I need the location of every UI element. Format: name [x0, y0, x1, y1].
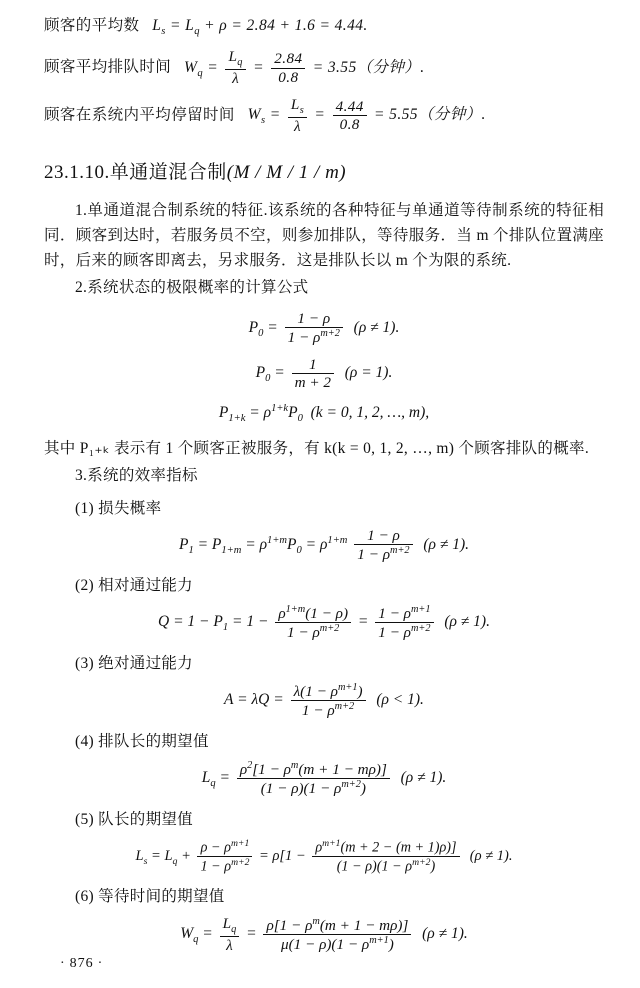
page-marker-right: · [97, 956, 104, 971]
avg-customers-formula: $L_s = L_q + \rho = 2.84 + 1.6 = 4.44$. [152, 17, 368, 38]
subitem-4-title [44, 729, 604, 751]
page-number-value: 876 [69, 956, 94, 971]
item1-text: 该系统的各种特征与单通道等待制系统的特征相同．顾客到达时，若服务员不空，则参加排队，等待服务．当 m 个排队位置满座时，后来的顾客即离去，另求服务．这是排队长以 m 个为限的系统. [44, 202, 604, 270]
subitem-4-text: 排队长的期望值 [98, 732, 209, 750]
item1-paragraph [44, 198, 604, 273]
equation-p0-rho-ne-1: $P_0$ = $\frac{1 - \rho}{1 - \rho^{m+2}}$ (ρ ≠ 1). [248, 309, 400, 347]
equation-p-1-plus-k: $P_{1+k} = \rho^{1+k}P_0$ (k = 0, 1, 2, …, m), [218, 402, 430, 424]
avg-customers-label: 顾客的平均数 [44, 17, 140, 34]
subitem-4-num: (4) [75, 732, 94, 750]
page-number [56, 956, 107, 972]
subitem-5-num: (5) [75, 810, 94, 828]
subitem-2-num: (2) [75, 576, 94, 594]
subitem-3-title [44, 651, 604, 673]
subitem-3-text: 绝对通过能力 [98, 654, 193, 672]
subitem-5-text: 队长的期望值 [98, 810, 193, 828]
subitem-3-num: (3) [75, 654, 94, 672]
equation-expected-queue-length: $L_q$ = $\frac{\rho^2[1 - \rho^m(m + 1 - m\rho)]}{(1 - \rho)(1 - \rho^{m+2})}$ (ρ ≠ 1). [201, 759, 447, 798]
item2-note: 其中 P₁₊ₖ 表示有 1 个顾客正被服务，有 k(k = 0, 1, 2, …, m) 个顾客排队的概率. [44, 439, 590, 457]
subitem-1-num: (1) [75, 499, 94, 517]
section-heading [44, 157, 604, 184]
item1-label: 1.单通道混合制系统的特征. [75, 202, 268, 220]
equation-expected-waiting-time: $W_q$ = $\frac{L_q}{\lambda}$ = $\frac{\rho[1 - \rho^m(m + 1 - m\rho)]}{\mu(1 - \rho)(1 - \rho^{m+1})}$ (ρ ≠ 1). [180, 914, 468, 954]
subitem-2-text: 相对通过能力 [98, 576, 193, 594]
top-formula-block [44, 14, 604, 135]
subitem-6-title [44, 884, 604, 906]
item2-label: 2.系统状态的极限概率的计算公式 [75, 279, 309, 297]
equation-loss-probability: $P_1 = P_{1+m} = \rho^{1+m}P_0 = \rho^{1+m}$ $\frac{1 - \rho}{1 - \rho^{m+2}}$ (ρ ≠ 1). [178, 526, 469, 564]
avg-system-time-label: 顾客在系统内平均停留时间 [44, 106, 235, 124]
section-number: 23.1.10. [44, 162, 110, 184]
equation-p0-rho-eq-1: $P_0$ = $\frac{1}{m + 2}$ (ρ = 1). [255, 355, 393, 392]
subitem-5-title [44, 807, 604, 829]
avg-queue-time-formula: $W_q$ = $\frac{L_q}{\lambda}$ = $\frac{2.84}{0.8}$ = 3.55（分钟）. [184, 48, 425, 88]
item3-label: 3.系统的效率指标 [75, 466, 198, 484]
equation-absolute-capacity: A = λQ = $\frac{\lambda(1 - \rho^{m+1})}{1 - \rho^{m+2}}$ (ρ < 1). [224, 681, 424, 720]
section-title: 单通道混合制 [109, 162, 227, 184]
equation-relative-capacity: $Q = 1 - P_1 = 1$ − $\frac{\rho^{1+m}(1 - \rho)}{1 - \rho^{m+2}}$ = $\frac{1 - \rho^{m+1}}{1 - \rho^{m+2}}$ (ρ ≠ 1). [158, 603, 490, 642]
avg-system-time-formula: $W_s$ = $\frac{L_s}{\lambda}$ = $\frac{4.44}{0.8}$ = 5.55（分钟）. [247, 95, 486, 135]
avg-queue-time-label: 顾客平均排队时间 [44, 58, 172, 76]
section-model: (M / M / 1 / m) [226, 162, 347, 184]
equation-expected-system-length: $L_s = L_q$ + $\frac{\rho - \rho^{m+1}}{1 - \rho^{m+2}}$ = ρ[1 − $\frac{\rho^{m+1}(m + 2 - (m + 1)\rho)]}{(1 - \rho)(1 - \rho^{m+2})}$ (ρ ≠ 1). [135, 837, 513, 875]
subitem-6-text: 等待时间的期望值 [98, 887, 225, 905]
subitem-6-num: (6) [75, 887, 94, 905]
subitem-2-title [44, 573, 604, 595]
avg-customers-line [44, 14, 604, 40]
subitem-1-text: 损失概率 [98, 499, 162, 517]
page-marker-left: · [60, 956, 66, 971]
subitem-1-title [44, 496, 604, 518]
avg-queue-time-line [44, 48, 604, 87]
avg-system-time-line [44, 96, 604, 135]
